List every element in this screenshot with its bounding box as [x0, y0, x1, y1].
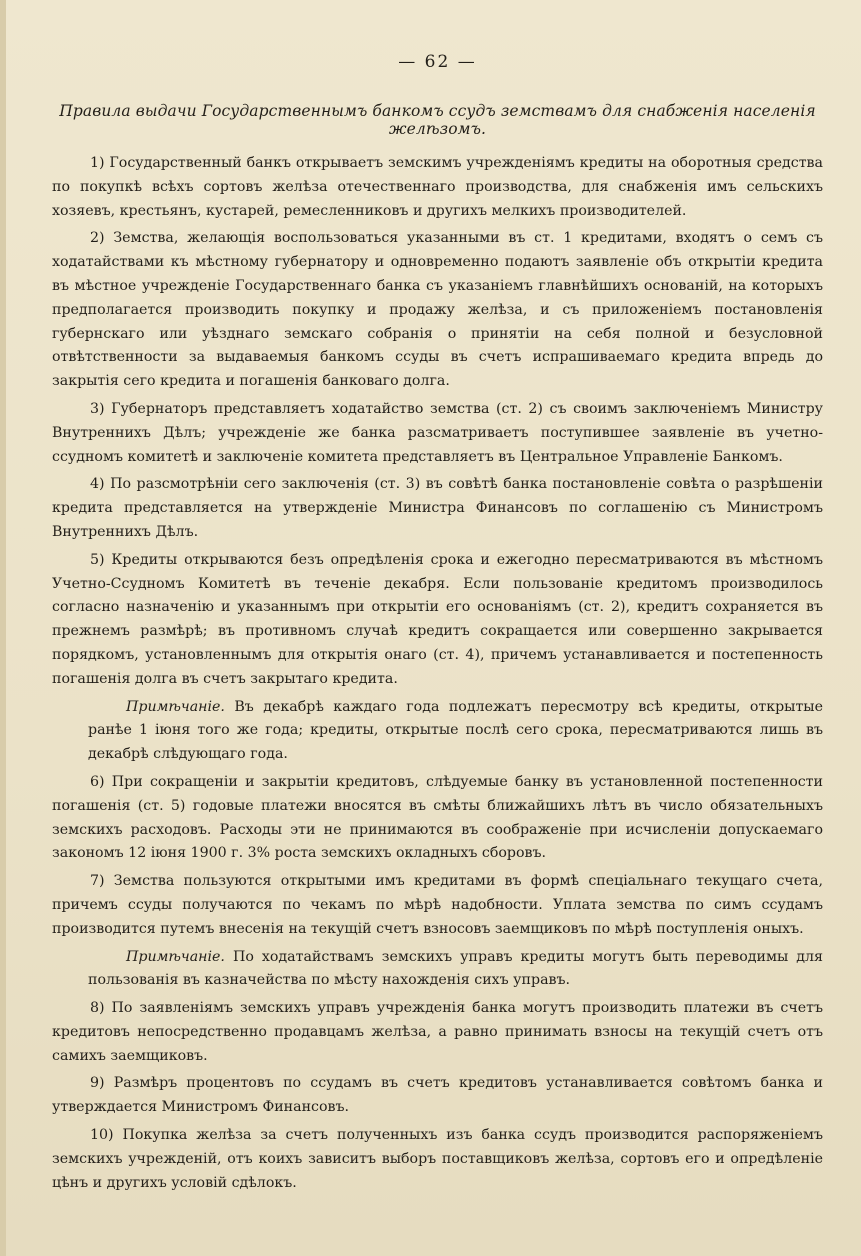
paragraph-4: 4) По разсмотрѣніи сего заключенія (ст. 3) въ совѣтѣ банка постановленіе совѣта о разрѣшеніи кредита представляется на утвержденіе Министра Финансовъ по соглашенію съ Министромъ Внутреннихъ Дѣлъ. [52, 476, 823, 540]
note-1 [88, 696, 823, 767]
note-text: По ходатайствамъ земскихъ управъ кредиты могутъ быть переводимы для пользованія въ казначейства по мѣсту нахожденія сихъ управъ. [88, 948, 823, 989]
paragraph-9: 9) Размѣръ процентовъ по ссудамъ въ счетъ кредитовъ устанавливается совѣтомъ банка и утверждается Министромъ Финансовъ. [52, 1075, 823, 1116]
paragraph-7: 7) Земства пользуются открытыми имъ кредитами въ формѣ спеціальнаго текущаго счета, причемъ ссуды получаются по чекамъ по мѣрѣ надобности. Уплата земства по симъ ссудамъ производится путемъ внесенія на текущій счетъ взносовъ заемщиковъ по мѣрѣ поступленія оныхъ. [52, 873, 823, 937]
paragraph-3: 3) Губернаторъ представляетъ ходатайство земства (ст. 2) съ своимъ заключеніемъ Министру Внутреннихъ Дѣлъ; учрежденіе же банка разсматриваетъ поступившее заявленіе въ учетно-ссудномъ комитетѣ и заключеніе комитета представляетъ въ Центральное Управленіе Банкомъ. [52, 400, 823, 465]
paragraph-2: 2) Земства, желающія воспользоваться указанными въ ст. 1 кредитами, входятъ о семъ съ ходатайствами къ мѣстному губернатору и одновременно подаютъ заявленіе объ открытіи кредита въ мѣстное учрежденіе Государственнаго банка съ указаніемъ главнѣйшихъ основаній, на которыхъ предполагается производить покупку и продажу желѣза, и съ приложеніемъ постановленія губернскаго или уѣзднаго земскаго собранія о принятіи на себя полной и безусловной отвѣтственности за выдаваемыя банкомъ ссуды въ счетъ испрашиваемаго кредита впредь до закрытія сего кредита и погашенія банковаго долга. [52, 230, 823, 390]
page-number: — 62 — [398, 52, 477, 72]
document-title: Правила выдачи Государственнымъ банкомъ ссудъ земствамъ для снабженія населенія желѣзомъ. [59, 102, 816, 138]
note-label: Примѣчаніе. [126, 948, 225, 965]
paragraph-5: 5) Кредиты открываются безъ опредѣленія срока и ежегодно пересматриваются въ мѣстномъ Учетно-Ссудномъ Комитетѣ въ теченіе декабря. Если пользованіе кредитомъ производилось согласно назначенію и указаннымъ при открытіи его основаніямъ (ст. 2), кредитъ сохраняется въ прежнемъ размѣрѣ; въ противномъ случаѣ кредитъ сокращается или совершенно закрывается порядкомъ, установленнымъ для открытія онаго (ст. 4), причемъ устанавливается и постепенность погашенія долга въ счетъ закрытаго кредита. [52, 551, 823, 687]
paragraph-10: 10) Покупка желѣза за счетъ полученныхъ изъ банка ссудъ производится распоряженіемъ земскихъ учрежденій, отъ коихъ зависитъ выборъ поставщиковъ желѣза, сортовъ его и опредѣленіе цѣнъ и другихъ условій сдѣлокъ. [52, 1127, 823, 1191]
page-edge [0, 0, 6, 1256]
paragraph-6: 6) При сокращеніи и закрытіи кредитовъ, слѣдуемые банку въ установленной постепенности погашенія (ст. 5) годовые платежи вносятся въ смѣты ближайшихъ лѣтъ въ число обязательныхъ земскихъ расходовъ. Расходы эти не принимаются въ соображеніе при исчисленіи допускаемаго закономъ 12 іюня 1900 г. 3% роста земскихъ окладныхъ сборовъ. [52, 773, 823, 862]
paragraph-1: 1) Государственный банкъ открываетъ земскимъ учрежденіямъ кредиты на оборотныя средства по покупкѣ всѣхъ сортовъ желѣза отечественнаго производства, для снабженія имъ сельскихъ хозяевъ, крестьянъ, кустарей, ремесленниковъ и другихъ мелкихъ производителей. [52, 155, 823, 219]
document-body [52, 152, 823, 1195]
paragraph-8: 8) По заявленіямъ земскихъ управъ учрежденія банка могутъ производить платежи въ счетъ кредитовъ непосредственно продавцамъ желѣза, а равно принимать взносы на текущій счетъ отъ самихъ заемщиковъ. [52, 1000, 823, 1064]
note-2 [88, 946, 823, 994]
note-label: Примѣчаніе. [126, 698, 225, 715]
note-text: Въ декабрѣ каждаго года подлежатъ пересмотру всѣ кредиты, открытые ранѣе 1 іюня того же года; кредиты, открытые послѣ сего срока, пересматриваются лишь въ декабрѣ слѣдующаго года. [88, 698, 823, 763]
